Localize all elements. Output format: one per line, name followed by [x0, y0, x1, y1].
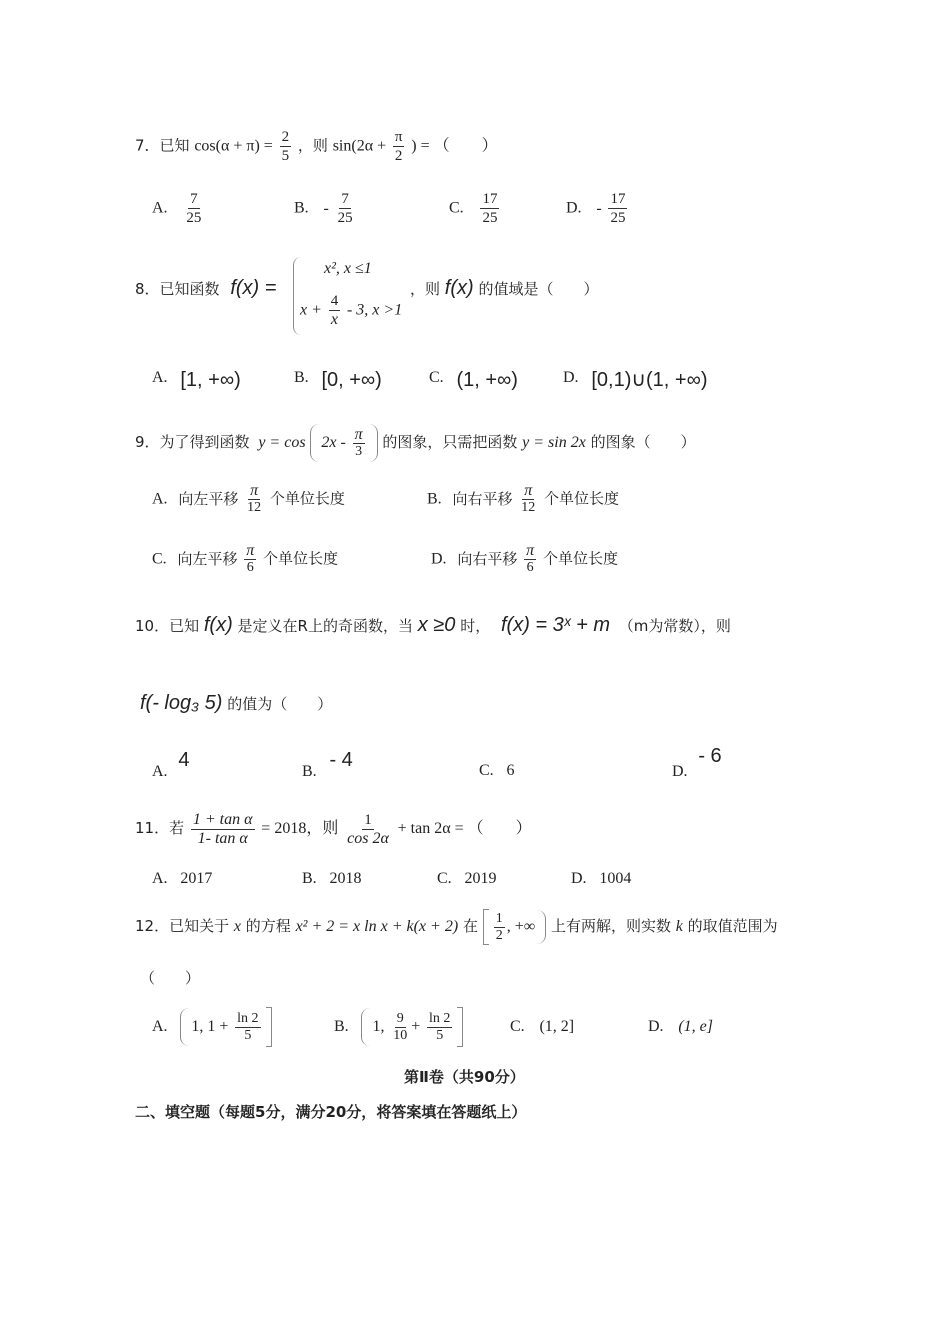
q12-option-c[interactable]: C. (1, 2]: [510, 1018, 575, 1035]
q12-answer-paren: （ ）: [140, 969, 201, 987]
q12-interval-bracket: [483, 909, 489, 945]
q9-paren-right: [369, 424, 378, 462]
q9-option-c[interactable]: C. 向左平移 $\frac{\pi}{6}$ 个单位长度: [152, 542, 339, 575]
q10-option-b[interactable]: B. - 4: [302, 749, 353, 780]
q12-number: 12．已知关于: [135, 917, 230, 935]
q8-option-c[interactable]: C. (1, +∞): [429, 369, 518, 391]
q9-paren-left: [310, 424, 319, 462]
q10-option-c[interactable]: C. 6: [479, 762, 515, 779]
q8-fx: f(x) =: [230, 277, 277, 299]
section-2-title: 第Ⅱ卷（共90分）: [404, 1068, 525, 1086]
q8-option-d[interactable]: D. [0,1)∪(1, +∞): [563, 369, 708, 391]
q9-number: 9．为了得到函数: [135, 433, 250, 451]
q12-option-d[interactable]: D. (1, e]: [648, 1018, 713, 1035]
q10-option-a[interactable]: A. 4: [152, 749, 190, 780]
q10-number: 10．已知: [135, 617, 200, 635]
q7-option-d[interactable]: D. - $\frac{17}{25}$: [566, 191, 626, 226]
question-8: [135, 278, 276, 299]
q11-option-c[interactable]: C. 2019: [437, 870, 497, 887]
q10-line-2: f(- log₃ 5) 的值为（ ）: [140, 692, 333, 714]
q8-case-2: x + $\frac{4}{x}$ - 3, x >1: [300, 293, 403, 328]
q7-pi-fraction: $\frac{\pi}{2}$: [394, 129, 403, 164]
q8-case-1: x², x ≤1: [324, 260, 372, 277]
q8-tail: ，则 f(x) 的值域是（ ）: [410, 277, 599, 299]
section-2-heading: 二、填空题（每题5分，满分20分，将答案填在答题纸上）: [135, 1103, 527, 1121]
question-9: 9．为了得到函数 y = cos 2x - $\frac{\pi}{3}$ 的图象，只需把函数 y = sin 2x 的图象（ ）: [135, 423, 696, 462]
question-11: 11．若 $\frac{\text{1 + tan α}}{\text{1- tan α}}$ = 2018，则 $\frac{1}{\cos 2\alpha}$ + tan 2α = （ ）: [135, 810, 532, 847]
q7-number: 7．已知: [135, 136, 190, 155]
q12-option-a[interactable]: A. 1, 1 + $\frac{\ln 2}{5}$: [152, 1006, 272, 1047]
q8-option-a[interactable]: A. [1, +∞): [152, 369, 241, 391]
q9-option-b[interactable]: B. 向右平移 $\frac{\pi}{12}$ 个单位长度: [427, 482, 620, 515]
q7-rhs-b: ) = （ ）: [411, 137, 498, 155]
q8-number: 8．已知函数: [135, 280, 220, 298]
q7-lhs: cos(α + π) =: [194, 137, 273, 155]
q12-option-b[interactable]: B. 1, $\frac{9}{10}$ + $\frac{\ln 2}{5}$: [334, 1006, 463, 1047]
question-12: 12．已知关于 x 的方程 x² + 2 = x ln x + k(x + 2) 在 $\frac{1}{2}$ , +∞ 上有两解，则实数 k 的取值范围为: [135, 906, 778, 947]
q7-option-c[interactable]: C. $\frac{17}{25}$: [449, 191, 498, 226]
q7-option-a[interactable]: A. $\frac{7}{25}$: [152, 191, 202, 226]
q11-option-a[interactable]: A. 2017: [152, 870, 213, 887]
q8-option-b[interactable]: B. [0, +∞): [294, 369, 382, 391]
q9-y1: y = cos: [258, 434, 306, 451]
q9-option-d[interactable]: D. 向右平移 $\frac{\pi}{6}$ 个单位长度: [431, 542, 618, 575]
q11-option-b[interactable]: B. 2018: [302, 870, 362, 887]
q11-number: 11．若: [135, 819, 185, 837]
q11-option-d[interactable]: D. 1004: [571, 870, 632, 887]
q7-mid: ，则: [297, 136, 328, 155]
q10-option-d[interactable]: D. - 6: [672, 745, 722, 780]
q9-option-a[interactable]: A. 向左平移 $\frac{\pi}{12}$ 个单位长度: [152, 482, 345, 515]
question-7: [135, 128, 498, 165]
q7-rhs-a: sin(2α +: [332, 137, 387, 155]
question-10: 10．已知 f(x) 是定义在R上的奇函数，当 x ≥0 时， f(x) = 3ˣ + m （m为常数），则: [135, 614, 731, 636]
q7-option-b[interactable]: B. - $\frac{7}{25}$: [294, 191, 353, 226]
q7-fraction: $\frac{2}{5}$: [281, 129, 290, 164]
